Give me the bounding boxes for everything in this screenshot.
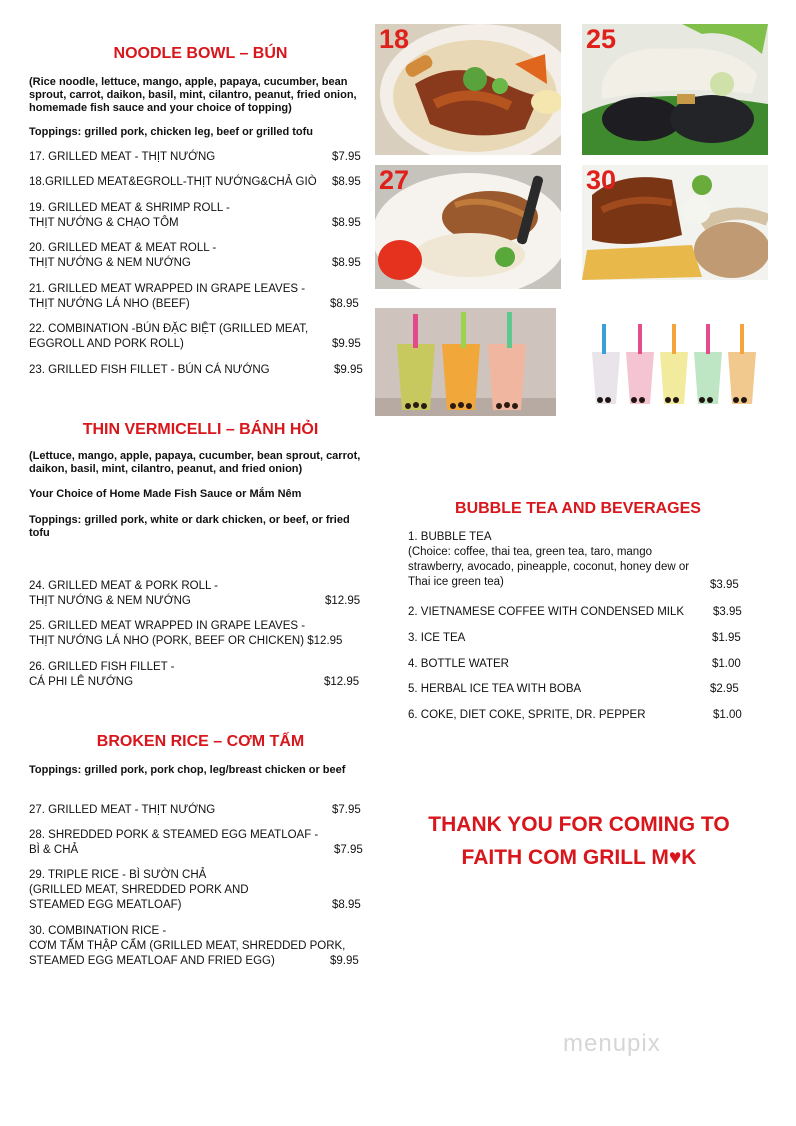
photo-bubble-tea-five <box>582 318 768 410</box>
noodle-bowl-description: (Rice noodle, lettuce, mango, apple, papaya, cucumber, bean sprout, carrot, daikon, basil, mint, cilantro, peanut, fried onion, homemade fish sauce and your choice of topping) <box>29 76 357 114</box>
bubble-tea-five-cups-illustration <box>582 318 768 410</box>
vermicelli-description: (Lettuce, mango, apple, papaya, cucumber, bean sprout, carrot, daikon, basil, mint, cilantro, peanut, and fried onion) <box>29 450 361 475</box>
beverage-item-1: 1. BUBBLE TEA (Choice: coffee, thai tea, green tea, taro, mango strawberry, avocado, pineapple, coconut, honey dew or Thai ice green tea) $3.95 <box>408 531 739 591</box>
price: $8.95 <box>330 298 359 310</box>
menu-item-26: 26. GRILLED FISH FILLET - CÁ PHI LÊ NƯỚNG $12.95 <box>29 661 360 688</box>
thank-you-line-1: THANK YOU FOR COMING TO <box>428 813 730 836</box>
menu-item-18: 18.GRILLED MEAT&EGROLL-THỊT NƯỚNG&CHẢ GIÒ $8.95 <box>29 176 361 188</box>
bubble-tea-heading: BUBBLE TEA AND BEVERAGES <box>455 500 701 517</box>
photo-dish-27 <box>375 165 561 289</box>
price: $8.95 <box>332 176 361 188</box>
price: $3.95 <box>710 579 739 591</box>
price: $12.95 <box>307 635 343 647</box>
beverage-item-2: 2. VIETNAMESE COFFEE WITH CONDENSED MILK $3.95 <box>408 606 742 618</box>
price: $7.95 <box>334 844 363 856</box>
broken-rice-toppings: Toppings: grilled pork, pork chop, leg/breast chicken or beef <box>29 764 346 776</box>
photo-bubble-tea-three <box>375 308 556 416</box>
price: $7.95 <box>332 804 361 816</box>
price: $7.95 <box>332 151 361 163</box>
vermicelli-sauce: Your Choice of Home Made Fish Sauce or Mắm Nêm <box>29 488 302 500</box>
beverage-item-6: 6. COKE, DIET COKE, SPRITE, DR. PEPPER $1.00 <box>408 709 742 721</box>
menu-item-22: 22. COMBINATION -BÚN ĐẶC BIỆT (GRILLED MEAT, EGGROLL AND PORK ROLL) $9.95 <box>29 323 361 350</box>
dish-number-27: 27 <box>379 165 410 195</box>
price: $9.95 <box>332 338 361 350</box>
price: $8.95 <box>332 217 361 229</box>
menu-item-23: 23. GRILLED FISH FILLET - BÚN CÁ NƯỚNG $9.95 <box>29 364 363 376</box>
price: $12.95 <box>324 676 360 688</box>
price: $2.95 <box>710 683 739 695</box>
noodle-bowl-heading: NOODLE BOWL – BÚN <box>113 45 288 62</box>
photo-dish-25 <box>582 24 768 155</box>
beverage-item-3: 3. ICE TEA $1.95 <box>408 632 741 644</box>
broken-rice-heading: BROKEN RICE – CƠM TẤM <box>96 733 305 750</box>
price: $9.95 <box>334 364 363 376</box>
price: $1.00 <box>713 709 742 721</box>
menu-item-20: 20. GRILLED MEAT & MEAT ROLL - THỊT NƯỚNG & NEM NƯỚNG $8.95 <box>29 242 361 269</box>
price: $1.00 <box>712 658 741 670</box>
thank-you-line-2: FAITH COM GRILL M♥K <box>461 846 697 869</box>
dish-number-18: 18 <box>379 24 410 54</box>
menupix-watermark: menupix <box>563 1030 661 1057</box>
price: $12.95 <box>325 595 361 607</box>
price: $3.95 <box>713 606 742 618</box>
price: $8.95 <box>332 257 361 269</box>
price: $8.95 <box>332 899 361 911</box>
menu-item-19: 19. GRILLED MEAT & SHRIMP ROLL - THỊT NƯỚNG & CHẠO TÔM $8.95 <box>29 202 361 229</box>
menu-item-17: 17. GRILLED MEAT - THỊT NƯỚNG $7.95 <box>29 151 361 163</box>
noodle-bowl-toppings: Toppings: grilled pork, chicken leg, beef or grilled tofu <box>29 126 313 138</box>
menu-item-21: 21. GRILLED MEAT WRAPPED IN GRAPE LEAVES - THỊT NƯỚNG LÁ NHO (BEEF) $8.95 <box>29 283 359 310</box>
bubble-tea-cups-illustration <box>375 308 556 416</box>
heart-icon: ♥ <box>668 846 682 869</box>
beverage-item-4: 4. BOTTLE WATER $1.00 <box>408 658 741 670</box>
menu-item-24: 24. GRILLED MEAT & PORK ROLL - THỊT NƯỚNG & NEM NƯỚNG $12.95 <box>29 580 361 607</box>
vermicelli-heading: THIN VERMICELLI – BÁNH HỎI <box>82 421 319 438</box>
menu-item-29: 29. TRIPLE RICE - BÌ SƯỜN CHẢ (GRILLED MEAT, SHREDDED PORK AND STEAMED EGG MEATLOAF) $8.95 <box>29 869 361 911</box>
menu-item-30: 30. COMBINATION RICE - CƠM TẤM THẬP CẨM (GRILLED MEAT, SHREDDED PORK, STEAMED EGG MEATLOAF AND FRIED EGG) $9.95 <box>29 925 359 967</box>
vermicelli-toppings: Toppings: grilled pork, white or dark chicken, or beef, or fried tofu <box>29 514 350 539</box>
dish-number-25: 25 <box>586 24 617 54</box>
thank-you-message <box>392 808 766 874</box>
menu-item-27: 27. GRILLED MEAT - THỊT NƯỚNG $7.95 <box>29 804 361 816</box>
photo-dish-30 <box>582 165 768 280</box>
beverage-item-5: 5. HERBAL ICE TEA WITH BOBA $2.95 <box>408 683 739 695</box>
price: $9.95 <box>330 955 359 967</box>
menu-item-28: 28. SHREDDED PORK & STEAMED EGG MEATLOAF - BÌ & CHẢ $7.95 <box>29 829 363 856</box>
photo-dish-18 <box>375 24 561 155</box>
dish-number-30: 30 <box>586 165 617 195</box>
price: $1.95 <box>712 632 741 644</box>
menu-item-25: 25. GRILLED MEAT WRAPPED IN GRAPE LEAVES - THỊT NƯỚNG LÁ NHO (PORK, BEEF OR CHICKEN) $12.95 <box>29 620 343 647</box>
